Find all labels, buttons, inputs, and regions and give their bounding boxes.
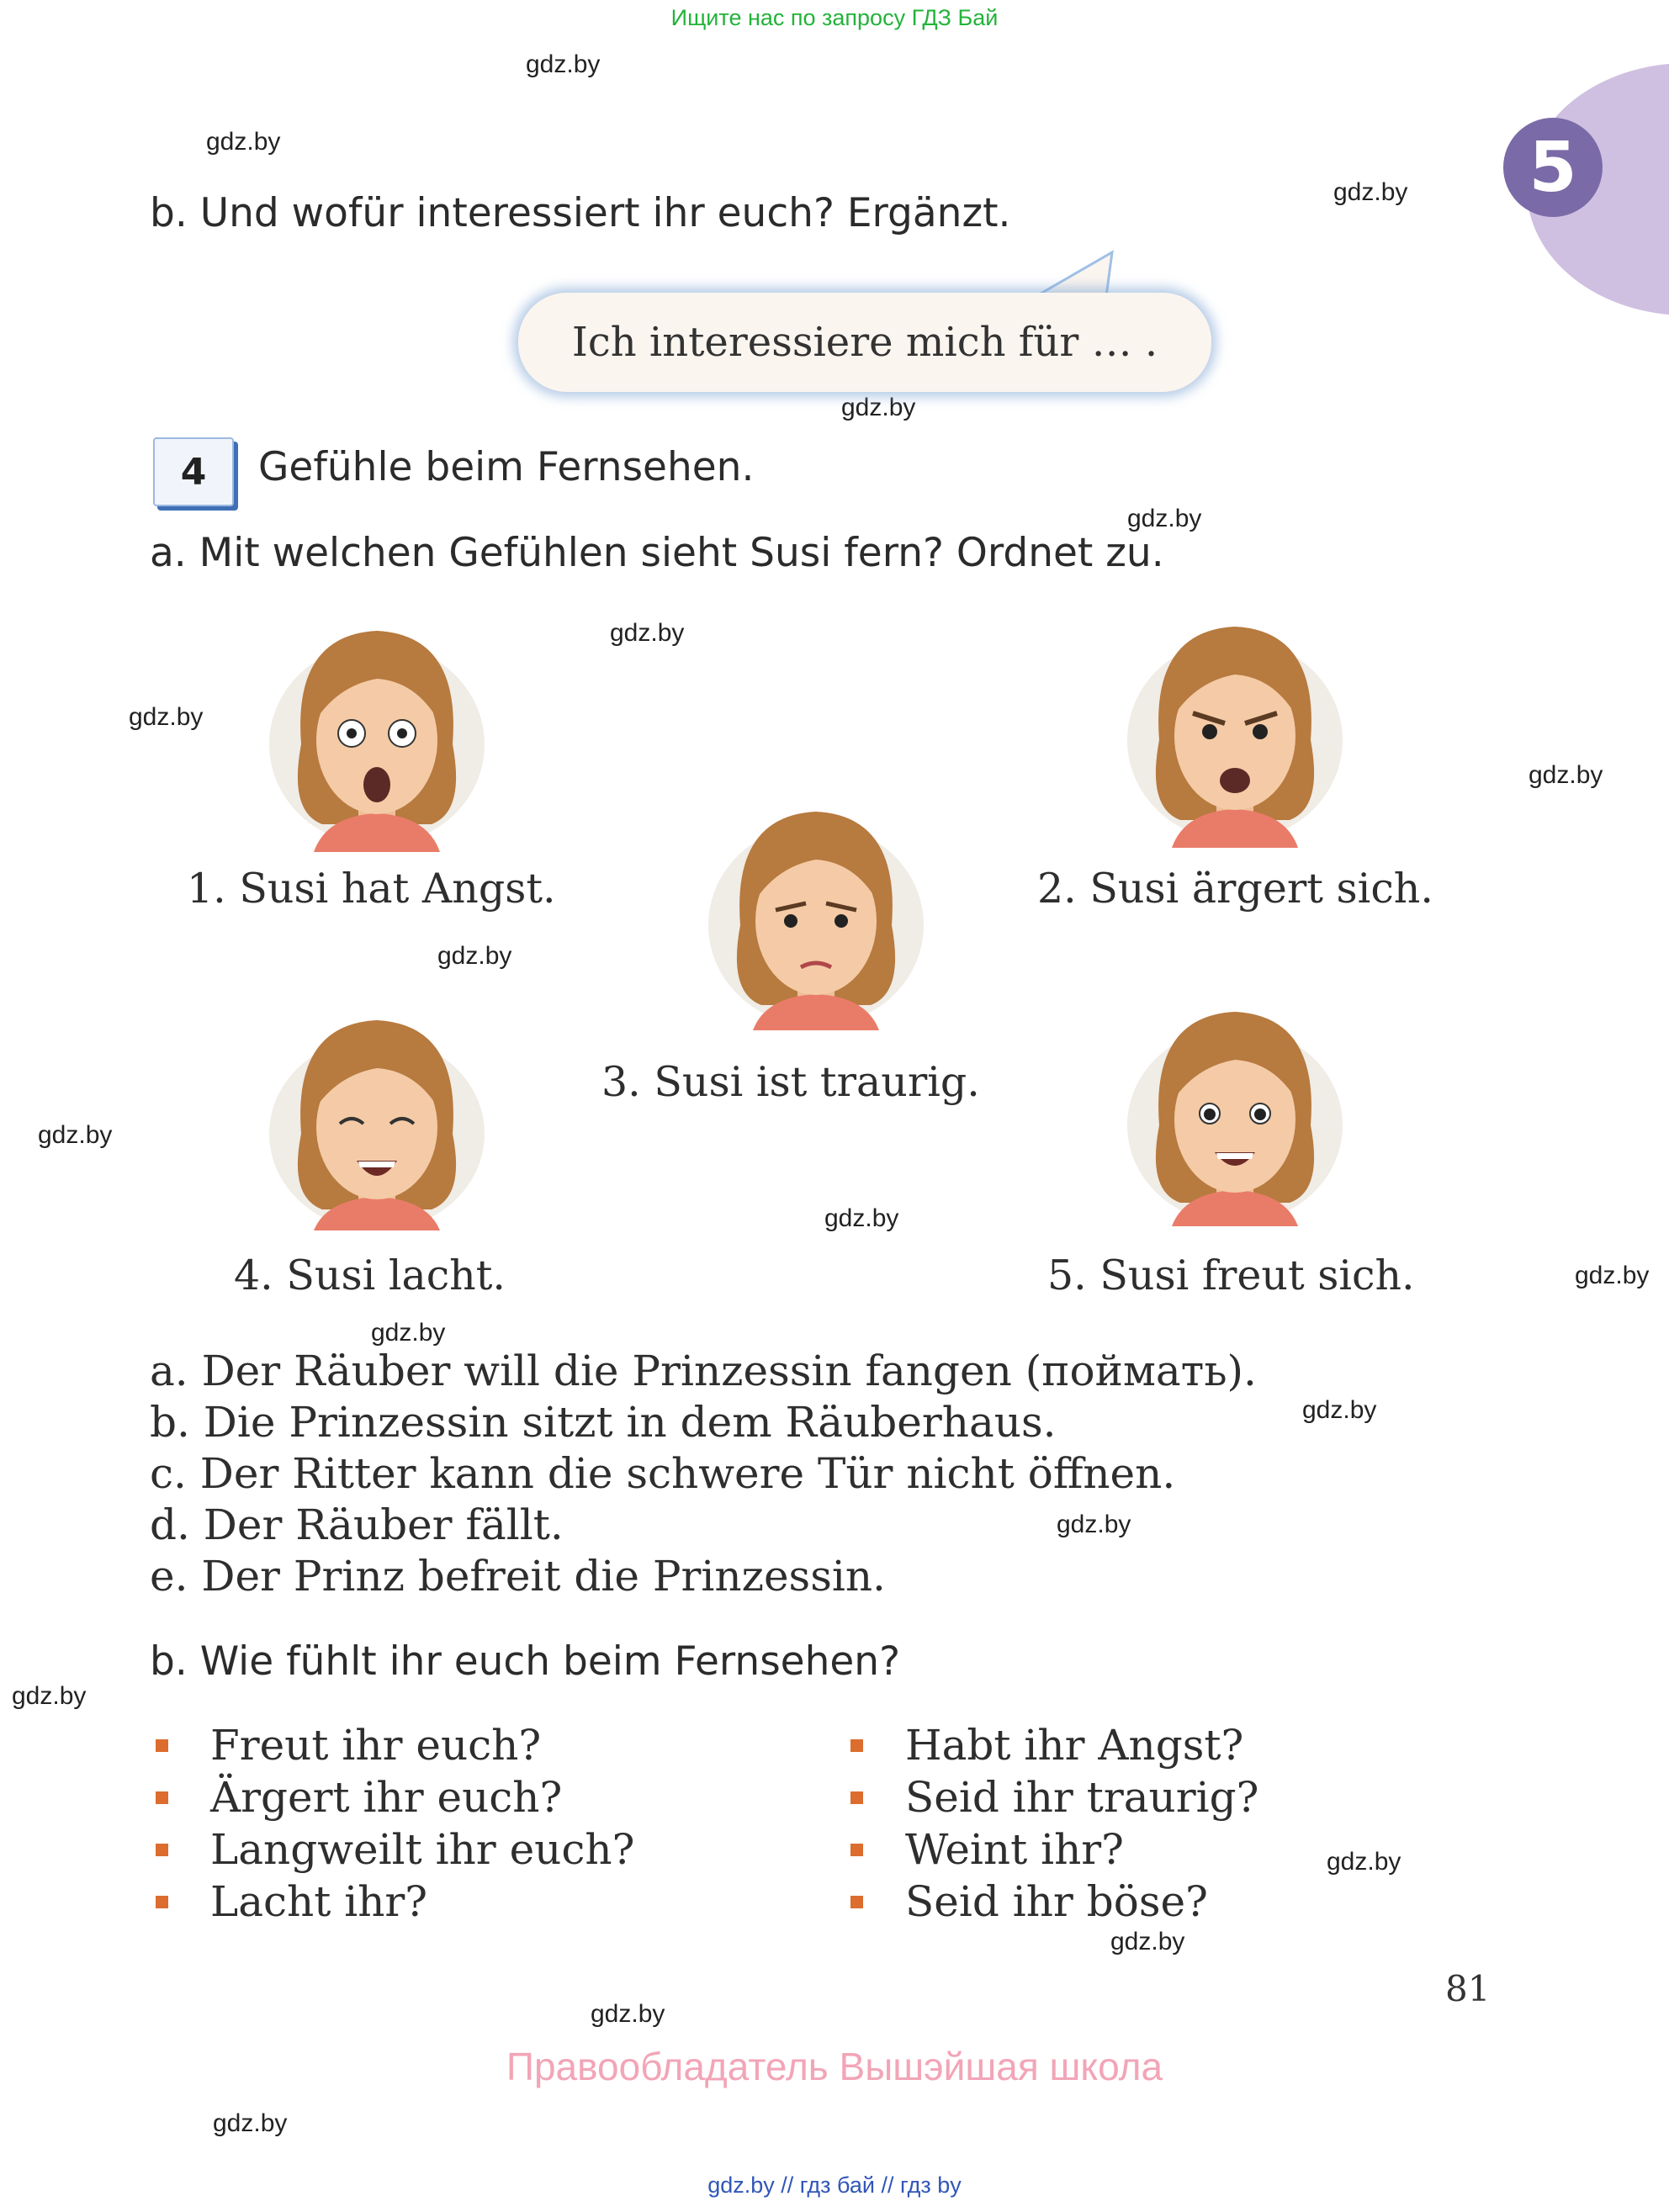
watermark: gdz.by bbox=[1057, 1511, 1131, 1538]
bullet-square-icon bbox=[850, 1844, 863, 1856]
task4-title: Gefühle beim Fernsehen. bbox=[258, 444, 755, 490]
sentence-a: a. Der Räuber will die Prinzessin fangen (поймать). bbox=[150, 1347, 1257, 1395]
questions-right-list bbox=[846, 1719, 1258, 1928]
speech-bubble: Ich interessiere mich für … . bbox=[518, 293, 1211, 392]
watermark: gdz.by bbox=[1110, 1928, 1185, 1955]
page-number: 81 bbox=[1445, 1968, 1491, 2009]
caption-2: 2. Susi ärgert sich. bbox=[1037, 865, 1433, 913]
caption-4: 4. Susi lacht. bbox=[234, 1252, 506, 1299]
watermark: gdz.by bbox=[1127, 505, 1202, 532]
watermark: gdz.by bbox=[1327, 1848, 1401, 1876]
watermark: gdz.by bbox=[1302, 1396, 1377, 1424]
watermark: gdz.by bbox=[213, 2109, 288, 2137]
bullet-square-icon bbox=[156, 1739, 168, 1752]
questions-left-list bbox=[151, 1719, 634, 1928]
bullet-square-icon bbox=[850, 1896, 863, 1908]
caption-3: 3. Susi ist traurig. bbox=[601, 1058, 980, 1106]
list-item: Seid ihr böse? bbox=[846, 1876, 1258, 1928]
footer-links[interactable]: gdz.by // гдз бай // гдз by bbox=[707, 2172, 962, 2198]
watermark: gdz.by bbox=[824, 1204, 899, 1232]
sentence-d: d. Der Räuber fällt. bbox=[150, 1500, 564, 1549]
face-angry-illustration bbox=[1126, 614, 1344, 848]
sentence-b: b. Die Prinzessin sitzt in dem Räuberhaus. bbox=[150, 1398, 1057, 1447]
list-item: Ärgert ihr euch? bbox=[151, 1771, 634, 1823]
watermark: gdz.by bbox=[526, 50, 601, 78]
watermark: gdz.by bbox=[1575, 1262, 1650, 1289]
watermark: gdz.by bbox=[38, 1121, 113, 1149]
watermark: gdz.by bbox=[206, 128, 281, 156]
watermark: gdz.by bbox=[371, 1319, 446, 1347]
list-item: Freut ihr euch? bbox=[151, 1719, 634, 1771]
watermark: gdz.by bbox=[1333, 178, 1408, 206]
watermark: gdz.by bbox=[841, 394, 916, 421]
bullet-square-icon bbox=[850, 1739, 863, 1752]
watermark: gdz.by bbox=[129, 703, 204, 731]
bullet-square-icon bbox=[156, 1791, 168, 1804]
event-sentences bbox=[150, 1346, 1257, 1602]
caption-1: 1. Susi hat Angst. bbox=[187, 865, 556, 913]
bullet-square-icon bbox=[156, 1844, 168, 1856]
task3b-heading: b. Und wofür interessiert ihr euch? Ergänzt. bbox=[150, 190, 1011, 236]
list-item: Lacht ihr? bbox=[151, 1876, 634, 1928]
watermark: gdz.by bbox=[1529, 761, 1603, 789]
watermark: gdz.by bbox=[12, 1682, 87, 1710]
face-happy-illustration bbox=[1126, 999, 1344, 1226]
top-note: Ищите нас по запросу ГДЗ Бай bbox=[670, 5, 999, 30]
task4-part-b-heading: b. Wie fühlt ihr euch beim Fernsehen? bbox=[150, 1638, 901, 1685]
bullet-square-icon bbox=[156, 1896, 168, 1908]
watermark: gdz.by bbox=[437, 942, 512, 970]
sentence-c: c. Der Ritter kann die schwere Tür nicht öffnen. bbox=[150, 1449, 1176, 1498]
face-afraid-illustration bbox=[268, 618, 486, 852]
rights-holder-note: Правообладатель Вышэйшая школа bbox=[506, 2045, 1163, 2088]
sentence-e: e. Der Prinz befreit die Prinzessin. bbox=[150, 1552, 886, 1601]
face-sad-illustration bbox=[707, 799, 925, 1030]
task-number-badge: 4 bbox=[153, 437, 234, 506]
list-item: Weint ihr? bbox=[846, 1823, 1258, 1876]
list-item: Seid ihr traurig? bbox=[846, 1771, 1258, 1823]
bullet-square-icon bbox=[850, 1791, 863, 1804]
unit-number-badge: 5 bbox=[1503, 118, 1603, 217]
list-item: Langweilt ihr euch? bbox=[151, 1823, 634, 1876]
task4-part-a-heading: a. Mit welchen Gefühlen sieht Susi fern? Ordnet zu. bbox=[150, 530, 1164, 576]
list-item: Habt ihr Angst? bbox=[846, 1719, 1258, 1771]
watermark: gdz.by bbox=[591, 2000, 665, 2028]
caption-5: 5. Susi freut sich. bbox=[1047, 1252, 1415, 1299]
watermark: gdz.by bbox=[610, 619, 685, 647]
face-laughing-illustration bbox=[268, 1008, 486, 1230]
